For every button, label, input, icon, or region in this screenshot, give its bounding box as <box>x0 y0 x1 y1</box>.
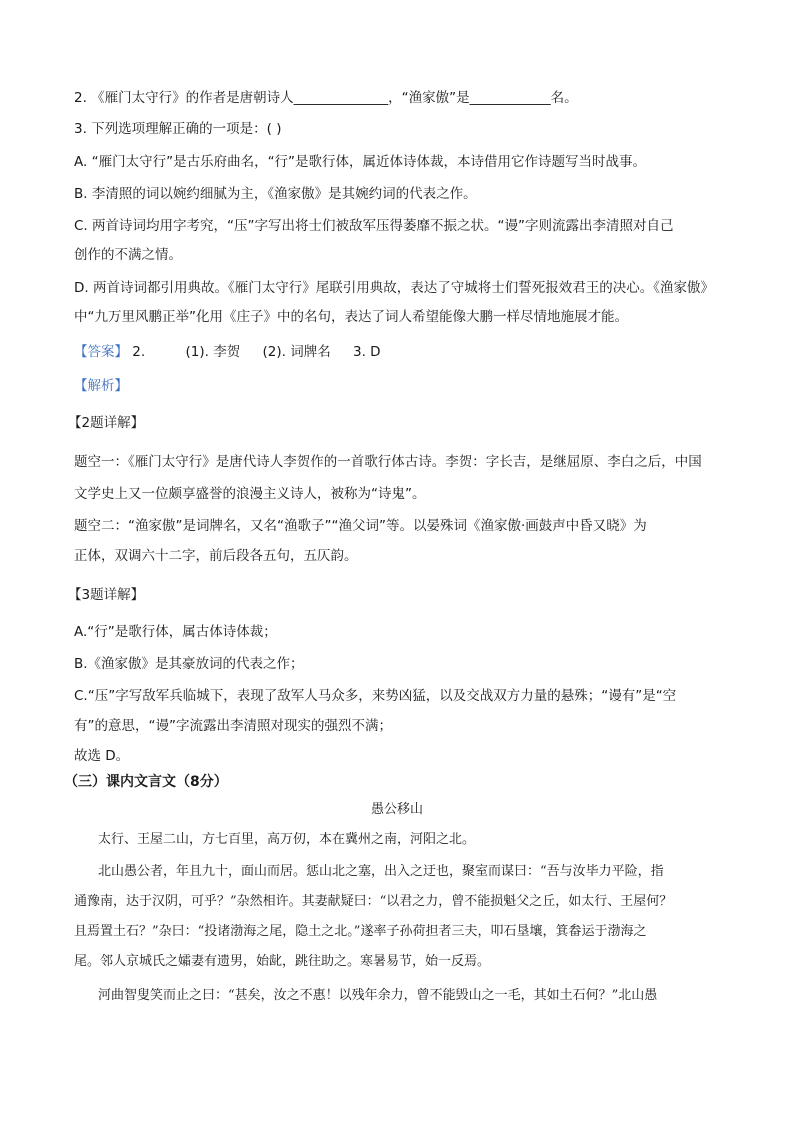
paragraph-2-line1: 北山愚公者，年且九十，面山而居。惩山北之塞，出入之迂也，聚室而谋曰：“吾与汝毕力平险，指 <box>98 864 664 879</box>
paragraph-1: 太行、王屋二山，方七百里，高万仞，本在冀州之南，河阳之北。 <box>98 832 476 847</box>
section-heading: （三）课内文言文（8分） <box>64 774 228 790</box>
detail-3-line3: C.“压”字写敌军兵临城下，表现了敌军人马众多，来势凶猛，以及交战双方力量的悬殊；“谩有”是“空 <box>74 688 677 704</box>
detail-2-heading: 【2题详解】 <box>68 415 145 431</box>
analysis-label: 【解析】 <box>74 378 128 394</box>
detail-3-line1: A.“行”是歌行体，属古体诗体裁； <box>74 624 277 640</box>
detail-2-line2: 文学史上又一位颇享盛誉的浪漫主义诗人，被称为“诗鬼”。 <box>74 486 426 502</box>
answer-line <box>74 342 381 362</box>
question-2: 2. 《雁门太守行》的作者是唐朝诗人______________，“渔家傲”是____________名。 <box>74 90 578 106</box>
option-d-line2: 中“九万里风鹏正举”化用《庄子》中的名句，表达了词人希望能像大鹏一样尽情地施展才能。 <box>74 309 628 325</box>
question-3: 3. 下列选项理解正确的一项是：( ) <box>74 121 282 137</box>
answer-label: 【答案】 <box>74 344 128 360</box>
option-d-line1: D. 两首诗词都引用典故。《雁门太守行》尾联引用典故，表达了守城将士们誓死报效君王的决心。《渔家傲》 <box>74 280 714 296</box>
detail-3-heading: 【3题详解】 <box>68 587 145 603</box>
detail-3-line2: B.《渔家傲》是其豪放词的代表之作； <box>74 656 304 672</box>
detail-2-line3: 题空二：“渔家傲”是词牌名，又名“渔歌子”“渔父词”等。以晏殊词《渔家傲·画鼓声中昏又晓》为 <box>74 518 647 534</box>
detail-2-line1: 题空一：《雁门太守行》是唐代诗人李贺作的一首歌行体古诗。李贺：字长吉，是继屈原、李白之后，中国 <box>74 454 702 470</box>
paragraph-3-line1: 河曲智叟笑而止之曰：“甚矣，汝之不惠！以残年余力，曾不能毁山之一毛，其如土石何？”北山愚 <box>98 988 658 1003</box>
paragraph-2-line3: 且焉置土石？”杂曰：“投诸渤海之尾，隐土之北。”遂率子孙荷担者三夫，叩石垦壤，箕畚运于渤海之 <box>74 924 647 939</box>
text-title: 愚公移山 <box>370 802 423 817</box>
detail-3-line5: 故选 D。 <box>74 748 130 764</box>
option-c-line1: C. 两首诗词均用字考究，“压”字写出将士们被敌军压得萎靡不振之状。“谩”字则流露出李清照对自己 <box>74 218 674 234</box>
detail-3-line4: 有”的意思，“谩”字流露出李清照对现实的强烈不满； <box>74 718 392 734</box>
answer-blank1: (1). 李贺 <box>185 344 241 360</box>
option-b: B. 李清照的词以婉约细腻为主，《渔家傲》是其婉约词的代表之作。 <box>74 186 477 202</box>
paragraph-2-line2: 通豫南，达于汉阴，可乎？”杂然相许。其妻献疑曰：“以君之力，曾不能损魁父之丘，如太行、王屋何？ <box>74 894 673 909</box>
detail-2-line4: 正体，双调六十二字，前后段各五句，五仄韵。 <box>74 548 358 564</box>
answer-q2: 2. <box>132 344 146 360</box>
option-a: A. “雁门太守行”是古乐府曲名，“行”是歌行体，属近体诗体裁，本诗借用它作诗题写当时战事。 <box>74 154 647 170</box>
option-c-line2: 创作的不满之情。 <box>74 247 182 263</box>
answer-blank2: (2). 词牌名 <box>262 344 331 360</box>
answer-q3: 3. D <box>353 344 381 360</box>
paragraph-2-line4: 尾。邻人京城氏之孀妻有遗男，始龀，跳往助之。寒暑易节，始一反焉。 <box>74 954 491 969</box>
